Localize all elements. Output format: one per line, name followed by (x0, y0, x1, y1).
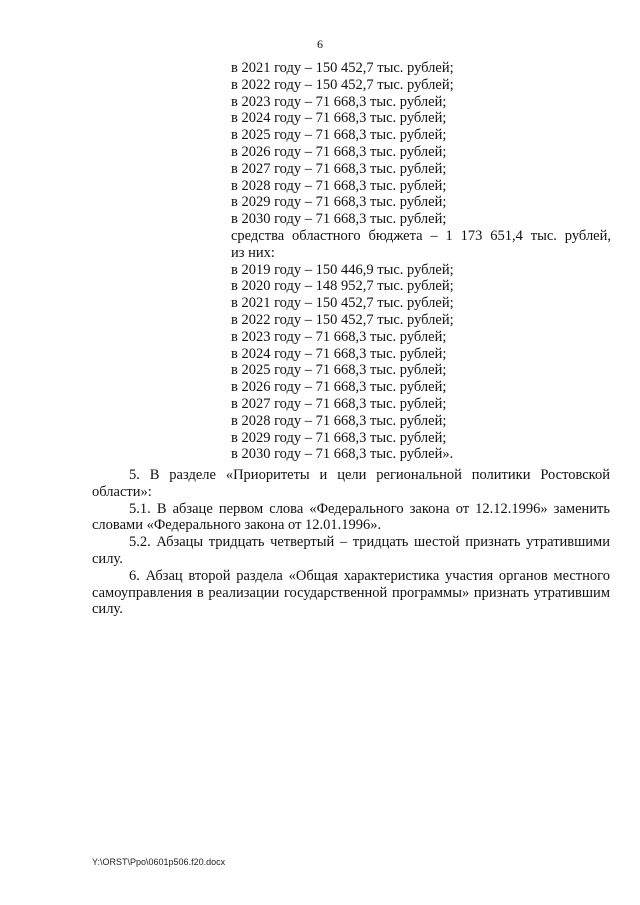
list-item: в 2028 году – 71 668,3 тыс. рублей; (231, 177, 447, 194)
funding-list (231, 60, 611, 463)
list-item: в 2027 году – 71 668,3 тыс. рублей; (231, 395, 447, 412)
list-item: в 2022 году – 150 452,7 тыс. рублей; (231, 311, 454, 328)
list-item: в 2023 году – 71 668,3 тыс. рублей; (231, 328, 447, 345)
paragraph-5-1: 5.1. В абзаце первом слова «Федерального закона от 12.12.1996» заменить словами «Федерального закона от 12.01.1996». (92, 500, 610, 534)
funding-list-b (231, 262, 611, 464)
funding-list-a (231, 60, 611, 228)
list-item: в 2025 году – 71 668,3 тыс. рублей; (231, 362, 447, 379)
page-number: 6 (317, 37, 323, 51)
paragraph-5-2: 5.2. Абзацы тридцать четвертый – тридцать шестой признать утратившими силу. (92, 534, 610, 567)
list-item: в 2025 году – 71 668,3 тыс. рублей; (231, 127, 447, 144)
list-item: в 2021 году – 150 452,7 тыс. рублей; (231, 60, 454, 76)
amendments-text (92, 467, 610, 618)
list-item: в 2027 году – 71 668,3 тыс. рублей; (231, 160, 447, 177)
list-item: в 2026 году – 71 668,3 тыс. рублей; (231, 143, 447, 160)
list-item: в 2022 году – 150 452,7 тыс. рублей; (231, 76, 454, 93)
list-item: в 2028 году – 71 668,3 тыс. рублей; (231, 412, 447, 429)
list-item: в 2030 году – 71 668,3 тыс. рублей». (231, 446, 454, 463)
list-item: в 2020 году – 148 952,7 тыс. рублей; (231, 278, 454, 295)
list-item: в 2029 году – 71 668,3 тыс. рублей; (231, 429, 447, 446)
list-item: в 2030 году – 71 668,3 тыс. рублей; (231, 211, 447, 228)
list-item: в 2019 году – 150 446,9 тыс. рублей; (231, 261, 454, 278)
footer-file-path: Y:\ORST\Ppo\0601p506.f20.docx (92, 857, 226, 867)
regional-budget-line: средства областного бюджета – 1 173 651,4 тыс. рублей, (231, 227, 611, 244)
paragraph-6: 6. Абзац второй раздела «Общая характеристика участия органов местного самоуправления в реализации государственной программы» признать утратившим силу. (92, 567, 610, 618)
list-item: в 2029 году – 71 668,3 тыс. рублей; (231, 194, 447, 211)
regional-budget-continuation: из них: (231, 244, 275, 261)
list-item: в 2023 году – 71 668,3 тыс. рублей; (231, 93, 447, 110)
list-item: в 2024 году – 71 668,3 тыс. рублей; (231, 345, 447, 362)
list-item: в 2026 году – 71 668,3 тыс. рублей; (231, 379, 447, 396)
paragraph-5: 5. В разделе «Приоритеты и цели региональной политики Ростовской области»: (92, 467, 610, 500)
list-item: в 2024 году – 71 668,3 тыс. рублей; (231, 110, 447, 127)
list-item: в 2021 году – 150 452,7 тыс. рублей; (231, 295, 454, 312)
